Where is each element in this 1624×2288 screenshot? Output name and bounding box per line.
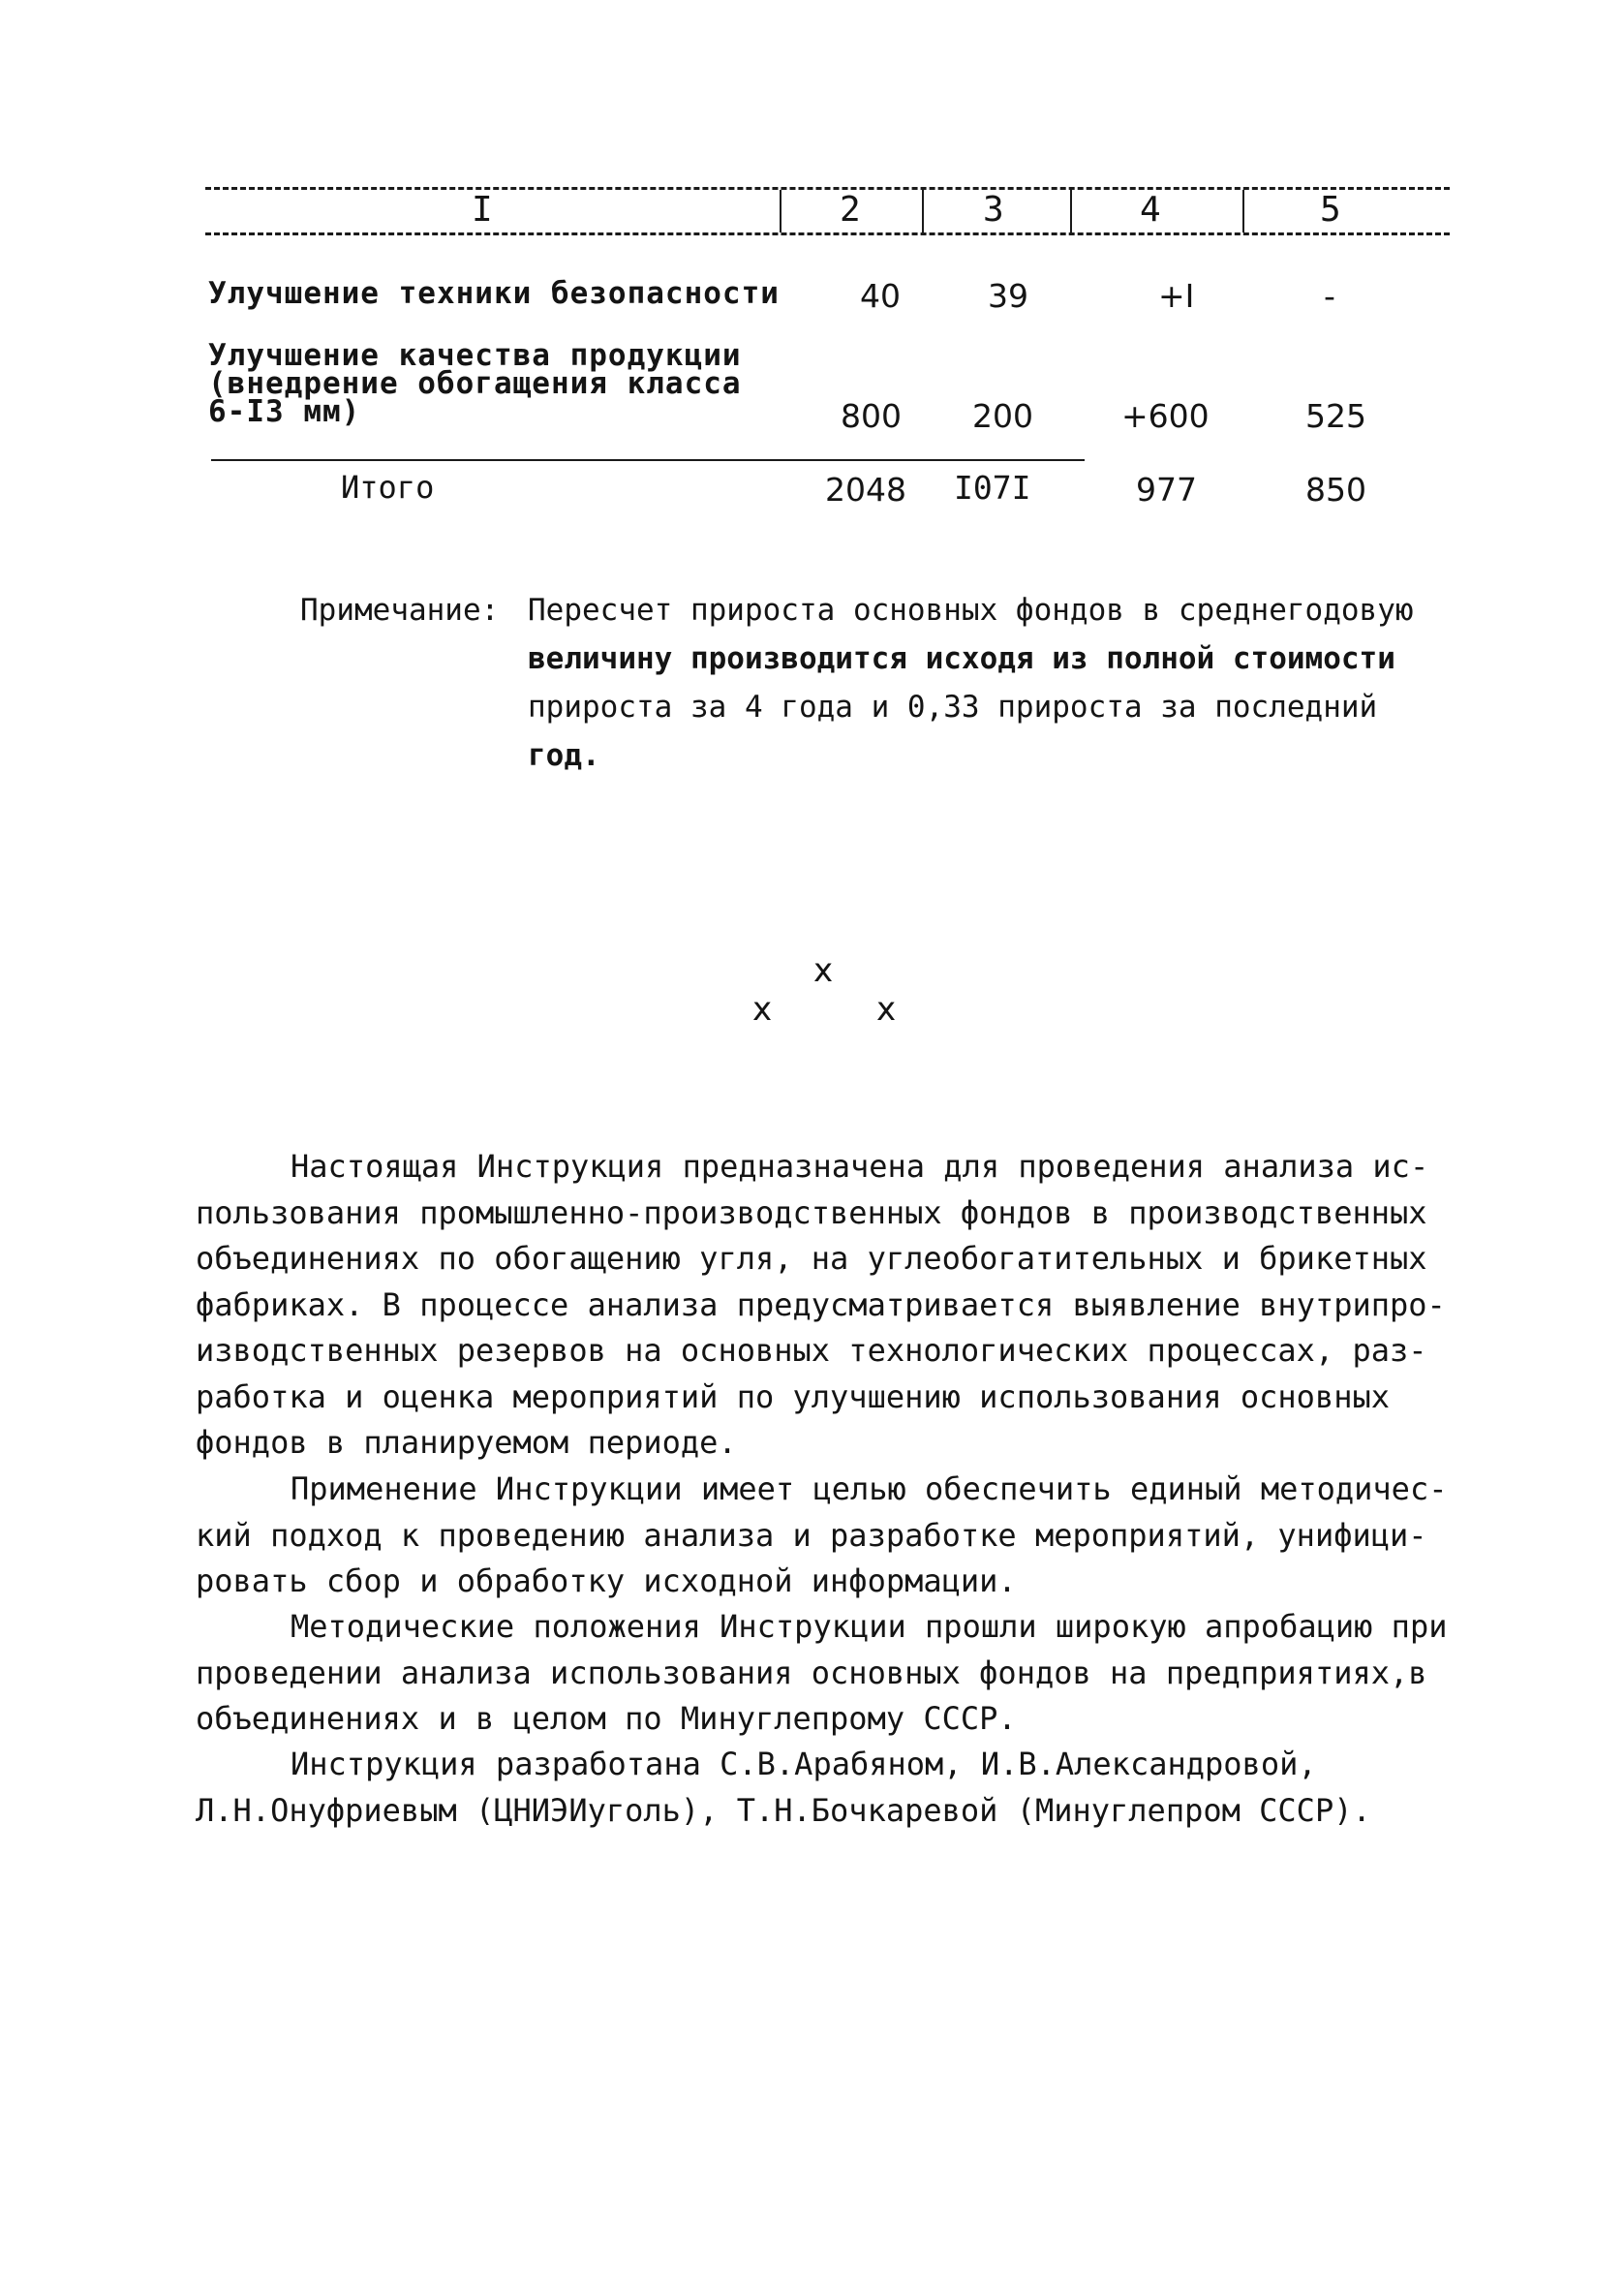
col-divider [922, 190, 924, 232]
paragraph-line: изводственных резервов на основных технологических процессах, раз- [196, 1332, 1427, 1369]
paragraph-line: Применение Инструкции имеет целью обеспечить единый методичес- [291, 1470, 1448, 1507]
header-bottom-rule [205, 232, 1450, 235]
separator-cross-top: x [813, 951, 834, 990]
paragraph-line: фабриках. В процессе анализа предусматривается выявление внутрипро- [196, 1285, 1446, 1323]
row-value-col3: 200 [972, 397, 1033, 435]
row-label: Улучшение техники безопасности [208, 276, 780, 311]
row-label-line: 6-I3 мм) [208, 394, 361, 429]
row-value-col4: +I [1158, 277, 1195, 315]
row-value-col2: 800 [841, 397, 902, 435]
note-line: величину производится исходя из полной стоимости [528, 641, 1395, 676]
separator-cross-right: x [876, 990, 897, 1029]
note-line: прироста за 4 года и 0,33 прироста за последний [528, 690, 1378, 725]
note-line: Пересчет прироста основных фондов в среднегодовую [528, 593, 1414, 628]
column-number-3: 3 [983, 190, 1004, 230]
total-value-col4: 977 [1136, 471, 1197, 509]
row-value-col3: 39 [988, 277, 1028, 315]
col-divider [1070, 190, 1072, 232]
total-label: Итого [341, 469, 435, 506]
note-label: Примечание: [300, 593, 500, 628]
col-divider [780, 190, 781, 232]
total-value-col5: 850 [1305, 471, 1366, 509]
paragraph-line: работка и оценка мероприятий по улучшению использования основных [196, 1377, 1390, 1415]
row-value-col5: - [1324, 277, 1335, 315]
column-number-4: 4 [1140, 190, 1161, 230]
col-divider [1242, 190, 1244, 232]
paragraph-line: кий подход к проведению анализа и разработке мероприятий, унифици- [196, 1516, 1427, 1554]
paragraph-line: Л.Н.Онуфриевым (ЦНИЭИуголь), Т.Н.Бочкаревой (Минуглепром СССР). [196, 1791, 1371, 1829]
row-label-line: Улучшение качества продукции [208, 338, 742, 373]
paragraph-line: Методические положения Инструкции прошли широкую апробацию при [291, 1608, 1448, 1645]
paragraph-line: Инструкция разработана С.В.Арабяном, И.В.Александровой, [291, 1746, 1317, 1782]
paragraph-line: фондов в планируемом периоде. [196, 1424, 737, 1461]
paragraph-line: проведении анализа использования основных фондов на предприятиях,в [196, 1654, 1427, 1691]
note-line: год. [528, 738, 600, 773]
total-value-col2: 2048 [825, 471, 906, 509]
paragraph-authors [196, 1742, 1455, 1834]
paragraph-purpose [196, 1144, 1455, 1467]
paragraph-line: объединениях по обогащению угля, на углеобогатительных и брикетных [196, 1240, 1427, 1277]
row-value-col5: 525 [1305, 397, 1366, 435]
header-top-rule [205, 187, 1450, 190]
total-rule [211, 459, 1085, 461]
paragraph-approbation [196, 1604, 1455, 1743]
total-value-col3: I07I [954, 469, 1031, 507]
column-number-2: 2 [840, 190, 861, 230]
column-number-5: 5 [1320, 190, 1341, 230]
paragraph-line: ровать сбор и обработку исходной информации. [196, 1562, 1017, 1599]
paragraph-line: Настоящая Инструкция предназначена для проведения анализа ис- [291, 1148, 1429, 1185]
paragraph-line: пользования промышленно-производственных фондов в производственных [196, 1193, 1427, 1231]
row-value-col2: 40 [860, 277, 901, 315]
separator-cross-left: x [752, 990, 773, 1029]
paragraph-application [196, 1467, 1455, 1605]
paragraph-line: объединениях и в целом по Минуглепрому СССР. [196, 1700, 1017, 1737]
column-number-1: I [472, 190, 493, 230]
row-value-col4: +600 [1121, 397, 1210, 435]
row-label-line: (внедрение обогащения класса [208, 366, 742, 401]
